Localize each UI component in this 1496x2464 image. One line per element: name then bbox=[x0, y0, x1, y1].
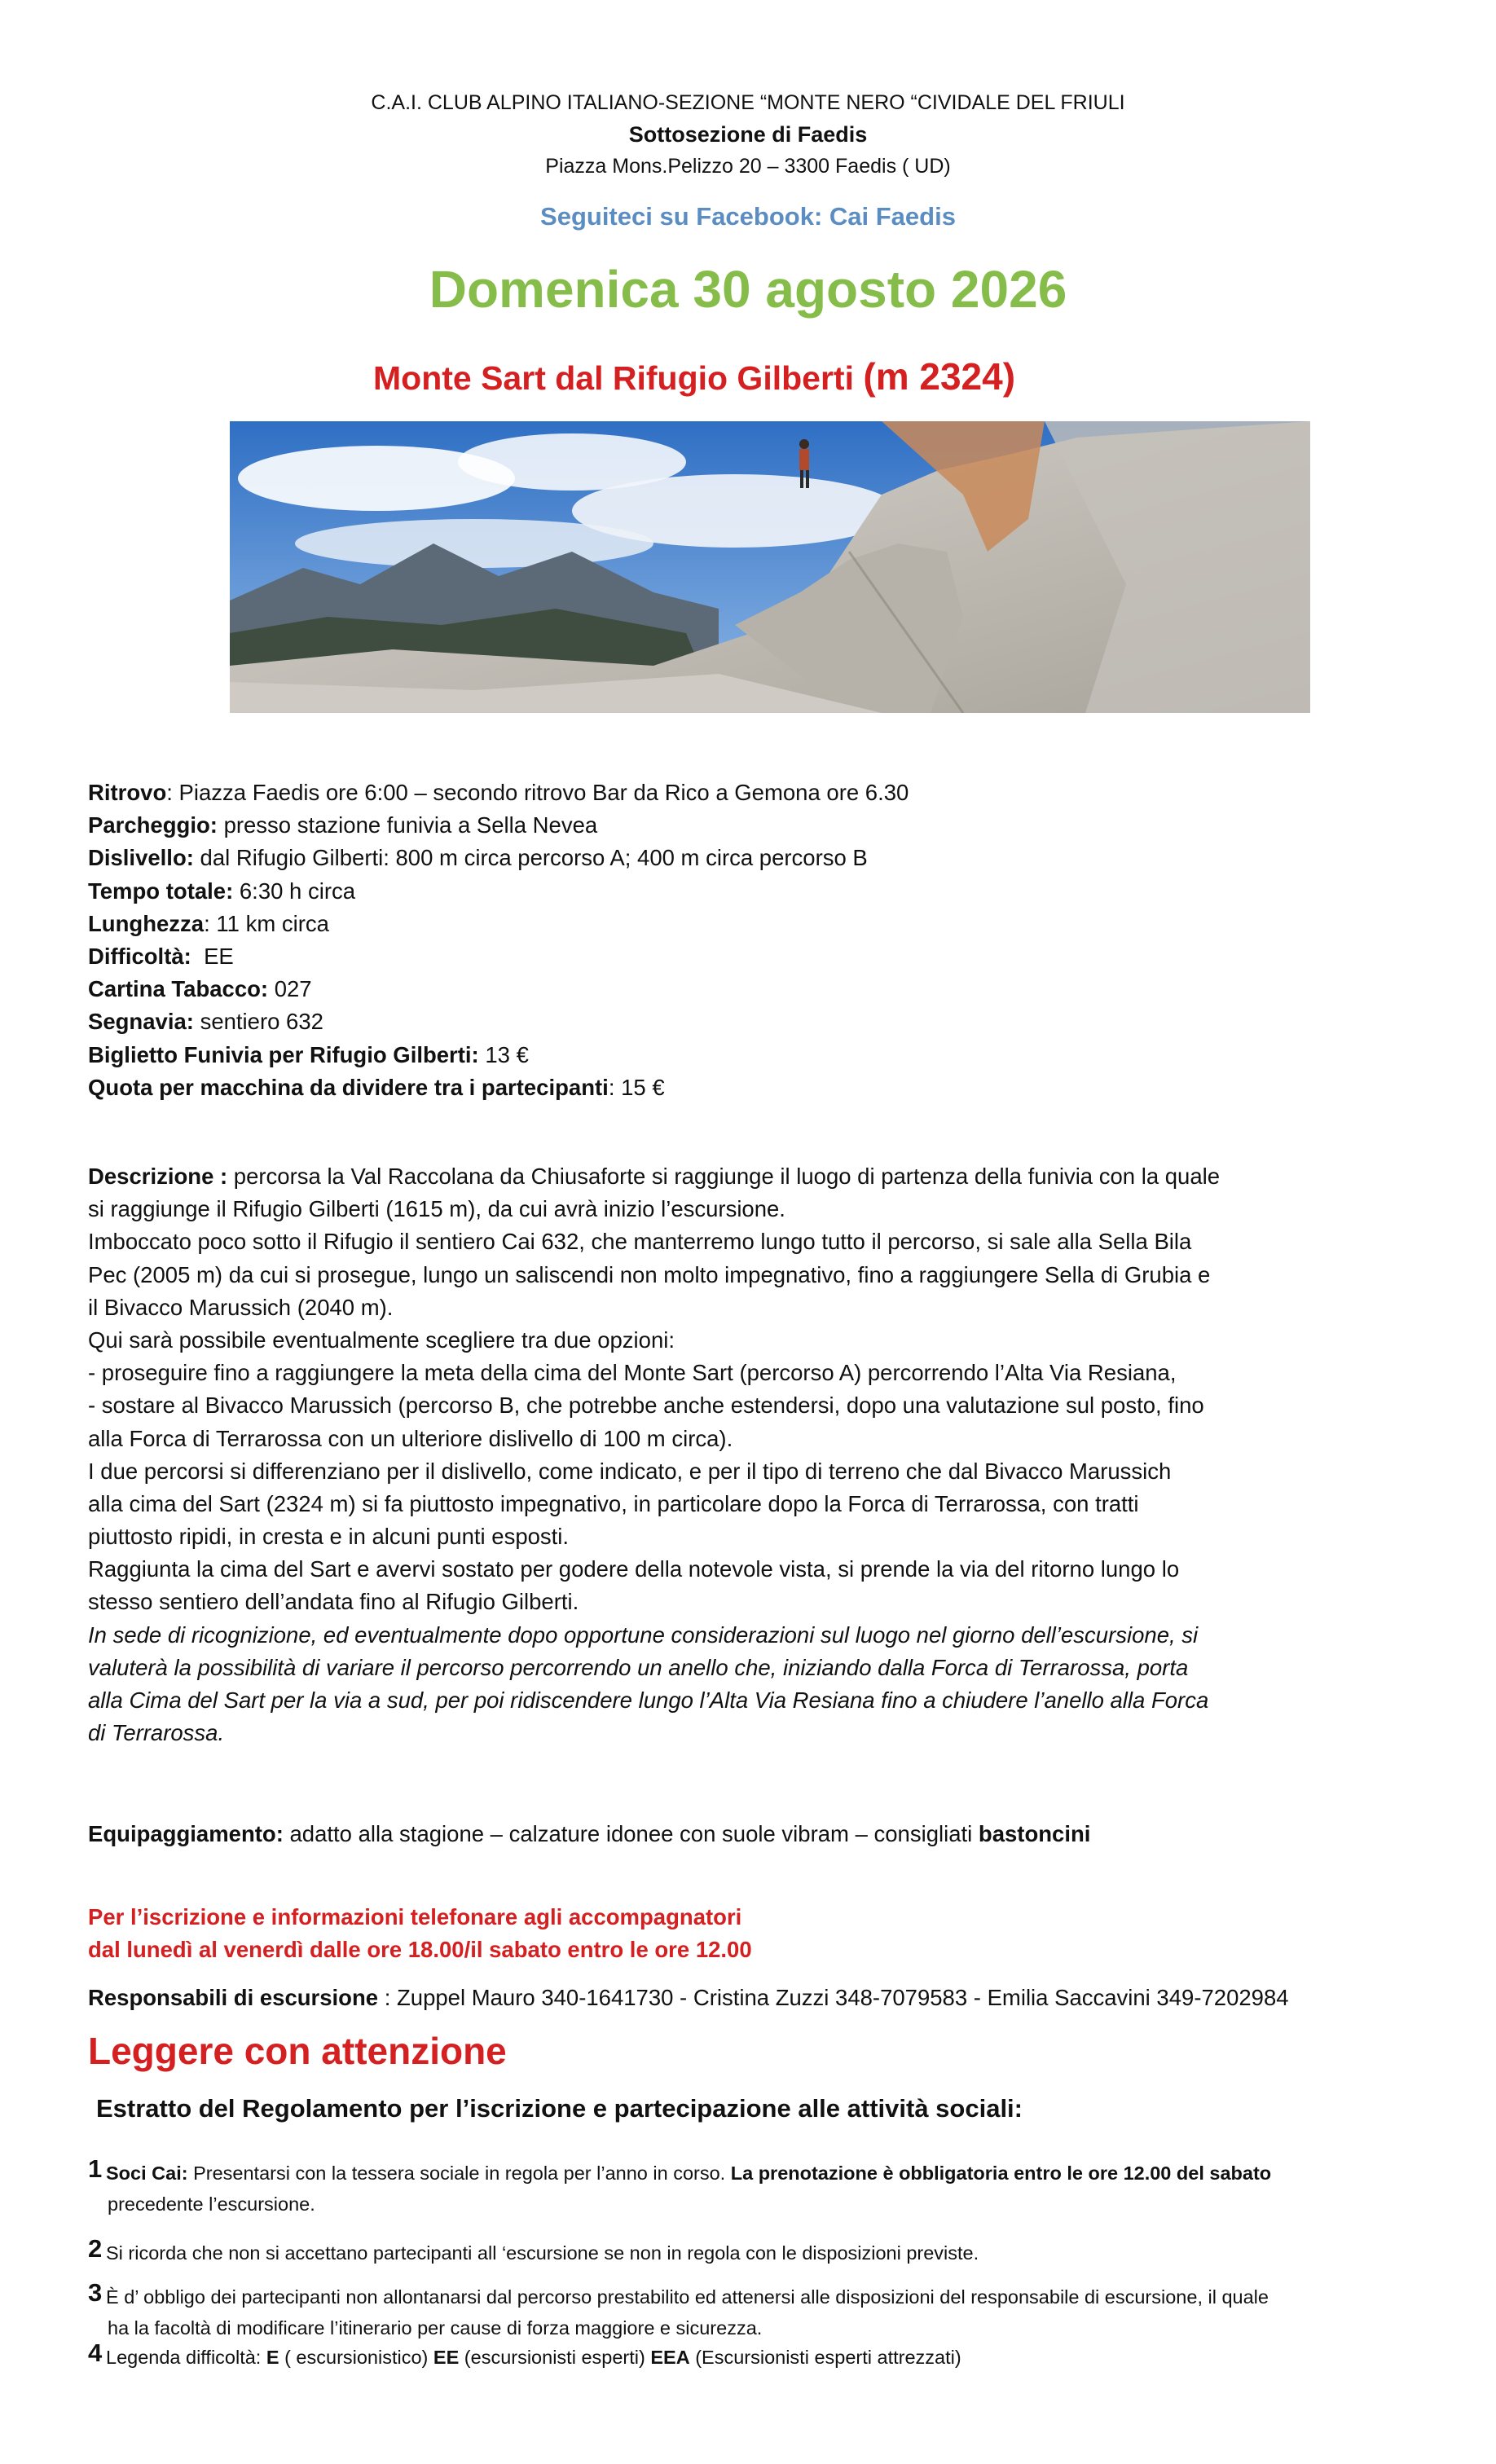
detail-value: dal Rifugio Gilberti: 800 m circa percorso A; 400 m circa percorso B bbox=[200, 845, 868, 871]
detail-separator bbox=[194, 1009, 200, 1034]
route-name: Monte Sart dal Rifugio Gilberti bbox=[373, 359, 854, 397]
mountain-photo bbox=[230, 421, 1310, 713]
legend-label: Legenda difficoltà: bbox=[106, 2347, 266, 2368]
detail-row bbox=[88, 1071, 1473, 1104]
detail-label: Parcheggio: bbox=[88, 812, 218, 838]
facebook-link[interactable]: Seguiteci su Facebook: Cai Faedis bbox=[540, 202, 956, 231]
description-line bbox=[88, 1455, 1473, 1488]
route-altitude: (m 2324) bbox=[863, 355, 1016, 398]
equipment-bold: bastoncini bbox=[978, 1821, 1091, 1846]
description-text: si raggiunge il Rifugio Gilberti (1615 m), da cui avrà inizio l’escursione. bbox=[88, 1196, 785, 1222]
legend-desc: (escursionisti esperti) bbox=[459, 2347, 651, 2368]
legend-desc: ( escursionistico) bbox=[279, 2347, 433, 2368]
description-text: il Bivacco Marussich (2040 m). bbox=[88, 1294, 394, 1320]
detail-value: sentiero 632 bbox=[200, 1009, 323, 1035]
detail-separator: : bbox=[166, 780, 179, 805]
description-text: - sostare al Bivacco Marussich (percorso B, che potrebbe anche estendersi, dopo una valutazione sul posto, fino bbox=[88, 1393, 1204, 1419]
description-line bbox=[88, 1291, 1473, 1324]
rule-number: 4 bbox=[88, 2339, 103, 2367]
description-line bbox=[88, 1423, 1473, 1455]
leaders bbox=[88, 1982, 1473, 2014]
event-date: Domenica 30 agosto 2026 bbox=[429, 260, 1067, 319]
notice-subtitle: Estratto del Regolamento per l’iscrizione e partecipazione alle attività sociali: bbox=[96, 2094, 1023, 2123]
subsection-name: Sottosezione di Faedis bbox=[628, 122, 868, 147]
description-text: Pec (2005 m) da cui si prosegue, lungo un saliscendi non molto impegnativo, fino a raggiungere Sella di Grubia e bbox=[88, 1261, 1211, 1287]
rule-2 bbox=[88, 2234, 1489, 2268]
detail-label: Biglietto Funivia per Rifugio Gilberti: bbox=[88, 1041, 479, 1067]
detail-value: EE bbox=[204, 943, 234, 969]
rule-3 bbox=[88, 2278, 1489, 2343]
organization-name: C.A.I. CLUB ALPINO ITALIANO-SEZIONE “MONTE NERO “CIVIDALE DEL FRIULI bbox=[371, 91, 1125, 114]
detail-label: Segnavia: bbox=[88, 1009, 194, 1035]
description-line bbox=[88, 1324, 1473, 1357]
detail-label: Tempo totale: bbox=[88, 878, 234, 904]
description-italic-line: di Terrarossa. bbox=[88, 1720, 225, 1746]
description-text: Imboccato poco sotto il Rifugio il sentiero Cai 632, che manterremo lungo tutto il percorso, si sale alla Sella Bila bbox=[88, 1229, 1192, 1255]
detail-row bbox=[88, 940, 1473, 973]
rule-number: 1 bbox=[88, 2154, 103, 2183]
description-line bbox=[88, 1553, 1473, 1586]
description-label: Descrizione : bbox=[88, 1164, 228, 1189]
rule-text: Si ricorda che non si accettano partecipanti all ‘escursione se non in regola con le disposizioni previste. bbox=[106, 2242, 979, 2264]
description-italic-line: alla Cima del Sart per la via a sud, per poi ridiscendere lungo l’Alta Via Resiana fino a chiudere l’anello alla Forca bbox=[88, 1687, 1209, 1713]
description-italic-line: In sede di ricognizione, ed eventualmente dopo opportune considerazioni sul luogo nel giorno dell’escursione, si bbox=[88, 1621, 1199, 1648]
detail-separator: : bbox=[608, 1074, 622, 1100]
detail-label: Ritrovo bbox=[88, 780, 167, 805]
description-text: I due percorsi si differenziano per il dislivello, come indicato, e per il tipo di terreno che dal Bivacco Marussich bbox=[88, 1458, 1172, 1484]
detail-value: presso stazione funivia a Sella Nevea bbox=[223, 812, 598, 838]
legend-code: EE bbox=[433, 2347, 460, 2368]
detail-separator: : bbox=[204, 910, 217, 936]
event-title bbox=[373, 354, 1015, 398]
detail-value: 6:30 h circa bbox=[239, 878, 356, 904]
notice-title: Leggere con attenzione bbox=[88, 2030, 507, 2072]
detail-row bbox=[88, 973, 1473, 1005]
description-text: alla cima del Sart (2324 m) si fa piuttosto impegnativo, in particolare dopo la Forca di Terrarossa, con tratti bbox=[88, 1490, 1139, 1516]
description-text: percorsa la Val Raccolana da Chiusaforte si raggiunge il luogo di partenza della funivia con la quale bbox=[227, 1164, 1221, 1189]
detail-row bbox=[88, 908, 1473, 940]
equipment-label: Equipaggiamento: bbox=[88, 1821, 284, 1846]
event-details bbox=[88, 777, 1473, 1104]
detail-label: Quota per macchina da dividere tra i partecipanti bbox=[88, 1074, 609, 1100]
leaders-label: Responsabili di escursione bbox=[88, 1985, 379, 2010]
legend-code: E bbox=[266, 2347, 279, 2368]
rule-number: 2 bbox=[88, 2234, 103, 2263]
rule-1 bbox=[88, 2154, 1489, 2220]
equipment bbox=[88, 1818, 1473, 1850]
rule-bold: La prenotazione è obbligatoria entro le ore 12.00 del sabato bbox=[730, 2163, 1272, 2184]
rule-continuation: precedente l’escursione. bbox=[108, 2193, 315, 2215]
description-text: stesso sentiero dell’andata fino al Rifugio Gilberti. bbox=[88, 1589, 579, 1615]
detail-value: 15 € bbox=[621, 1074, 665, 1100]
detail-label: Difficoltà: bbox=[88, 943, 191, 969]
legend-code: EEA bbox=[650, 2347, 690, 2368]
description-line bbox=[88, 1488, 1473, 1520]
detail-separator bbox=[194, 845, 200, 870]
detail-row bbox=[88, 777, 1473, 809]
registration-info bbox=[88, 1901, 1473, 1966]
detail-value: 13 € bbox=[485, 1041, 529, 1067]
detail-value: 11 km circa bbox=[216, 910, 329, 936]
description-line bbox=[88, 1520, 1473, 1553]
description-line bbox=[88, 1259, 1473, 1291]
rule-number: 3 bbox=[88, 2278, 103, 2307]
description-line bbox=[88, 1586, 1473, 1618]
rule-continuation: ha la facoltà di modificare l’itinerario per cause di forza maggiore e sicurezza. bbox=[108, 2317, 763, 2339]
description-line bbox=[88, 1389, 1473, 1422]
description-text: Raggiunta la cima del Sart e avervi sostato per godere della notevole vista, si prende la via del ritorno lungo lo bbox=[88, 1556, 1180, 1582]
leaders-contacts: : Zuppel Mauro 340-1641730 - Cristina Zuzzi 348-7079583 - Emilia Saccavini 349-7202984 bbox=[378, 1985, 1289, 2010]
detail-separator bbox=[191, 944, 204, 969]
description-line bbox=[88, 1225, 1473, 1258]
description-text: - proseguire fino a raggiungere la meta della cima del Monte Sart (percorso A) percorrendo l’Alta Via Resiana, bbox=[88, 1360, 1177, 1386]
detail-row bbox=[88, 809, 1473, 842]
rule-bold: Soci Cai: bbox=[106, 2163, 188, 2184]
description-italic-line: valuterà la possibilità di variare il percorso percorrendo un anello che, iniziando dalla Forca di Terrarossa, porta bbox=[88, 1654, 1189, 1680]
detail-label: Cartina Tabacco: bbox=[88, 976, 269, 1002]
legend-desc: (Escursionisti esperti attrezzati) bbox=[689, 2347, 961, 2368]
registration-line-1: Per l’iscrizione e informazioni telefonare agli accompagnatori bbox=[88, 1904, 742, 1929]
detail-separator bbox=[218, 812, 224, 838]
detail-row bbox=[88, 875, 1473, 908]
description bbox=[88, 1160, 1473, 1749]
description-text: piuttosto ripidi, in cresta e in alcuni punti esposti. bbox=[88, 1524, 570, 1550]
detail-row bbox=[88, 1005, 1473, 1038]
rule-4 bbox=[88, 2339, 1489, 2373]
detail-label: Dislivello: bbox=[88, 845, 194, 871]
detail-row bbox=[88, 1039, 1473, 1071]
equipment-text: adatto alla stagione – calzature idonee con suole vibram – consigliati bbox=[283, 1821, 979, 1846]
detail-row bbox=[88, 842, 1473, 874]
rule-text: Presentarsi con la tessera sociale in regola per l’anno in corso. bbox=[187, 2163, 731, 2184]
detail-separator bbox=[233, 878, 240, 904]
detail-label: Lunghezza bbox=[88, 910, 205, 936]
detail-value: Piazza Faedis ore 6:00 – secondo ritrovo Bar da Rico a Gemona ore 6.30 bbox=[178, 780, 909, 805]
rule-text: È d’ obbligo dei partecipanti non allontanarsi dal percorso prestabilito ed attenersi alle disposizioni del responsabile di escursione, il quale bbox=[106, 2286, 1269, 2308]
address: Piazza Mons.Pelizzo 20 – 3300 Faedis ( UD) bbox=[545, 155, 951, 178]
detail-separator bbox=[268, 976, 275, 1001]
description-text: Qui sarà possibile eventualmente scegliere tra due opzioni: bbox=[88, 1327, 675, 1353]
description-line bbox=[88, 1160, 1473, 1193]
description-line bbox=[88, 1357, 1473, 1389]
registration-line-2: dal lunedì al venerdì dalle ore 18.00/il sabato entro le ore 12.00 bbox=[88, 1937, 752, 1963]
detail-value: 027 bbox=[274, 976, 312, 1002]
description-line bbox=[88, 1193, 1473, 1225]
description-text: alla Forca di Terrarossa con un ulteriore dislivello di 100 m circa). bbox=[88, 1425, 733, 1451]
